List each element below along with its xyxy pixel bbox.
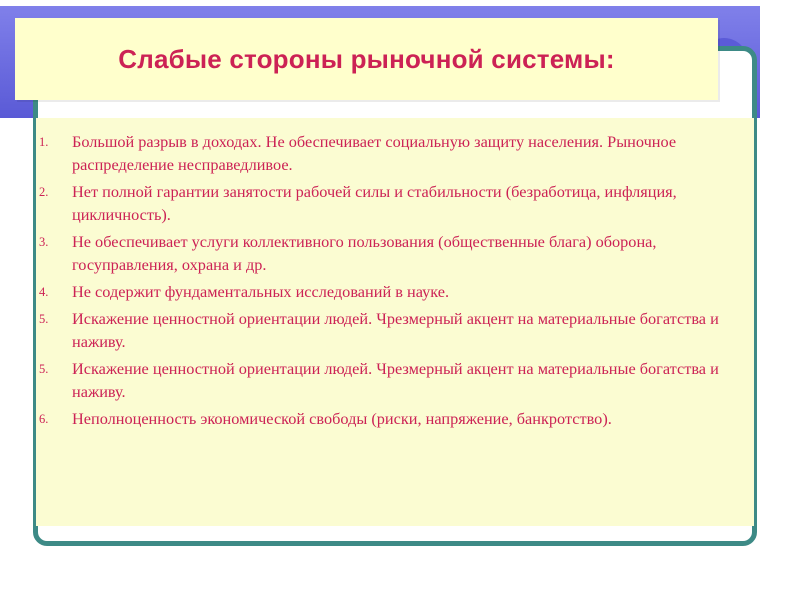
list-item	[36, 230, 748, 276]
list-item-text: Большой разрыв в доходах. Не обеспечивает социальную защиту населения. Рыночное распределение несправедливое.	[72, 132, 677, 174]
list-item-text: Неполноценность экономической свободы (риски, напряжение, банкротство).	[72, 409, 612, 428]
list-item	[36, 130, 748, 176]
list-item	[36, 180, 748, 226]
list-item-text: Нет полной гарантии занятости рабочей силы и стабильности (безработица, инфляция, цикличность).	[72, 182, 677, 224]
weakness-list	[36, 130, 748, 434]
list-item	[36, 407, 748, 430]
list-number: 3.	[39, 235, 49, 249]
list-item-text: Не обеспечивает услуги коллективного пользования (общественные блага) оборона, госуправления, охрана и др.	[72, 232, 657, 274]
list-number: 2.	[39, 185, 49, 199]
list-item	[36, 357, 748, 403]
list-item-text: Искажение ценностной ориентации людей. Чрезмерный акцент на материальные богатства и наживу.	[72, 359, 719, 401]
list-item-text: Искажение ценностной ориентации людей. Чрезмерный акцент на материальные богатства и наживу.	[72, 309, 719, 351]
list-item	[36, 307, 748, 353]
list-number: 4.	[39, 285, 49, 299]
list-item-text: Не содержит фундаментальных исследований в науке.	[72, 282, 450, 301]
list-item	[36, 280, 748, 303]
list-number: 5.	[39, 312, 49, 326]
slide-title: Слабые стороны рыночной системы:	[118, 43, 615, 74]
list-number: 1.	[39, 135, 49, 149]
list-number: 5.	[39, 362, 49, 376]
list-number: 6.	[39, 412, 49, 426]
